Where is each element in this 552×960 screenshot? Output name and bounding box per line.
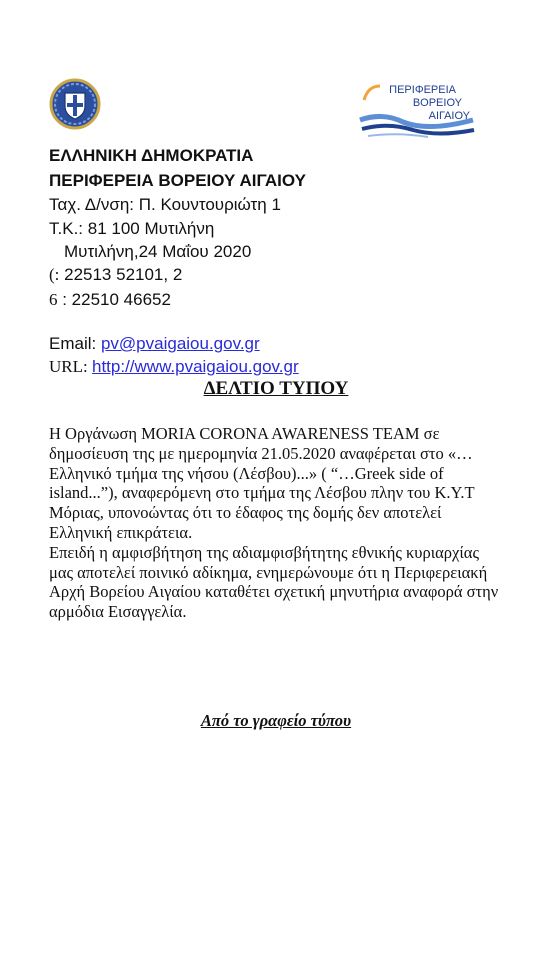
email-label: Email: <box>49 334 101 353</box>
org-line-1: ΕΛΛΗΝΙΚΗ ΔΗΜΟΚΡΑΤΙΑ <box>49 146 254 165</box>
logo-text-line2: ΒΟΡΕΙΟΥ <box>412 97 462 109</box>
document-title: ΔΕΛΤΙΟ ΤΥΠΟΥ <box>203 378 349 399</box>
postal-line: Τ.Κ.: 81 100 Μυτιλήνη <box>49 219 215 238</box>
fax-number: : 22510 46652 <box>57 290 171 309</box>
phone-number: 22513 52101, 2 <box>59 265 183 284</box>
org-line-2: ΠΕΡΙΦΕΡΕΙΑ ΒΟΡΕΙΟΥ ΑΙΓΑΙΟΥ <box>49 171 306 190</box>
email-link[interactable]: pv@pvaigaiou.gov.gr <box>100 334 260 353</box>
logo-text-line3: ΑΙΓΑΙΟΥ <box>428 110 470 122</box>
greek-state-emblem-icon <box>49 78 101 130</box>
phone-prefix: (: <box>49 265 60 284</box>
body-paragraph-1: Η Οργάνωση MORIA CORONA AWARENESS TEAM σε δημοσίευση της με ημερομηνία 21.05.2020 αναφέρεται στο «…Ελληνικό τμήμα της νήσου (Λέσβου)...» ( “…Greek side of island...”), αναφερόμενη στο τμήμα της Λέσβου πλην του Κ.Υ.Τ Μόριας, υπονοώντας ότι το έδαφος της δομής δεν αποτελεί Ελληνική επικράτεια. <box>49 424 475 542</box>
url-line <box>49 357 299 377</box>
phone-line <box>49 265 182 285</box>
body-paragraph-2: Επειδή η αμφισβήτηση της αδιαμφισβήτητης εθνικής κυριαρχίας μας αποτελεί ποινικό αδίκημα, ενημερώνουμε ότι η Περιφερειακή Αρχή Βορείου Αιγαίου καταθέτει σχετική μηνυτήρια αναφορά στην αρμόδια Εισαγγελία. <box>49 542 499 622</box>
url-label: URL: <box>49 357 92 376</box>
url-link[interactable]: http://www.pvaigaiou.gov.gr <box>91 357 299 376</box>
email-line <box>49 334 260 354</box>
press-release-body <box>49 424 499 622</box>
logo-text-line1: ΠΕΡΙΦΕΡΕΙΑ <box>389 84 456 96</box>
signature-footer: Από το γραφείο τύπου <box>200 711 352 730</box>
fax-line <box>49 290 171 310</box>
date-line: Μυτιλήνη,24 Μαΐου 2020 <box>64 242 252 261</box>
address-line: Ταχ. Δ/νση: Π. Κουντουριώτη 1 <box>49 195 281 214</box>
fax-prefix: 6 <box>49 290 58 309</box>
